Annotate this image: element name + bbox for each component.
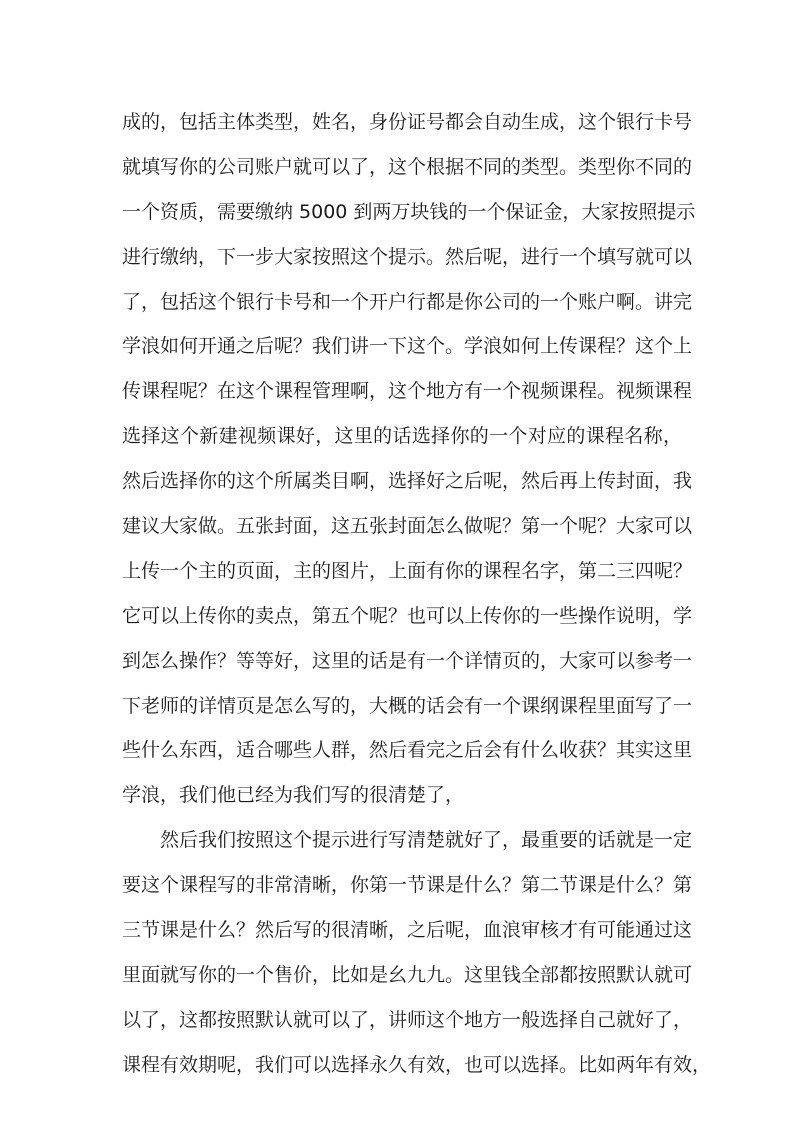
text-line: 下老师的详情页是怎么写的，大概的话会有一个课纲课程里面写了一: [122, 694, 693, 717]
text-line: 就填写你的公司账户就可以了，这个根据不同的类型。类型你不同的: [122, 155, 693, 178]
text-line: 它可以上传你的卖点，第五个呢？也可以上传你的一些操作说明，学: [122, 604, 693, 627]
text-line: 进行缴纳，下一步大家按照这个提示。然后呢，进行一个填写就可以: [122, 245, 693, 268]
text-line: 然后我们按照这个提示进行写清楚就好了，最重要的话就是一定: [160, 829, 693, 852]
document-body: [122, 100, 712, 1088]
text-line: 学浪，我们他已经为我们写的很清楚了，: [122, 784, 465, 807]
text-line: 以了，这都按照默认就可以了，讲师这个地方一般选择自己就好了，: [122, 1008, 693, 1031]
text-line: 到怎么操作？等等好，这里的话是有一个详情页的，大家可以参考一: [122, 649, 693, 672]
text-line: 些什么东西，适合哪些人群，然后看完之后会有什么收获？其实这里: [122, 739, 693, 762]
text-line: 学浪如何开通之后呢？我们讲一下这个。学浪如何上传课程？这个上: [122, 335, 693, 358]
text-line: 传课程呢？在这个课程管理啊，这个地方有一个视频课程。视频课程: [122, 380, 693, 403]
text-line: 建议大家做。五张封面，这五张封面怎么做呢？第一个呢？大家可以: [122, 515, 693, 538]
text-line: 课程有效期呢，我们可以选择永久有效，也可以选择。比如两年有效，: [122, 1053, 712, 1076]
text-line: 里面就写你的一个售价，比如是幺九九。这里钱全部都按照默认就可: [122, 963, 693, 986]
text-line: 成的，包括主体类型，姓名，身份证号都会自动生成，这个银行卡号: [122, 111, 693, 133]
text-line: 选择这个新建视频课好，这里的话选择你的一个对应的课程名称，: [122, 425, 682, 448]
text-line: 要这个课程写的非常清晰，你第一节课是什么？第二节课是什么？第: [122, 874, 693, 897]
text-line: 上传一个主的页面，主的图片，上面有你的课程名字，第二三四呢？: [122, 559, 693, 582]
text-line: 一个资质，需要缴纳 5000 到两万块钱的一个保证金，大家按照提示: [122, 200, 696, 223]
text-line: 然后选择你的这个所属类目啊，选择好之后呢，然后再上传封面，我: [122, 470, 693, 493]
text-line: 了，包括这个银行卡号和一个开户行都是你公司的一个账户啊。讲完: [122, 290, 693, 313]
text-line: 三节课是什么？然后写的很清晰，之后呢，血浪审核才有可能通过这: [122, 919, 693, 942]
